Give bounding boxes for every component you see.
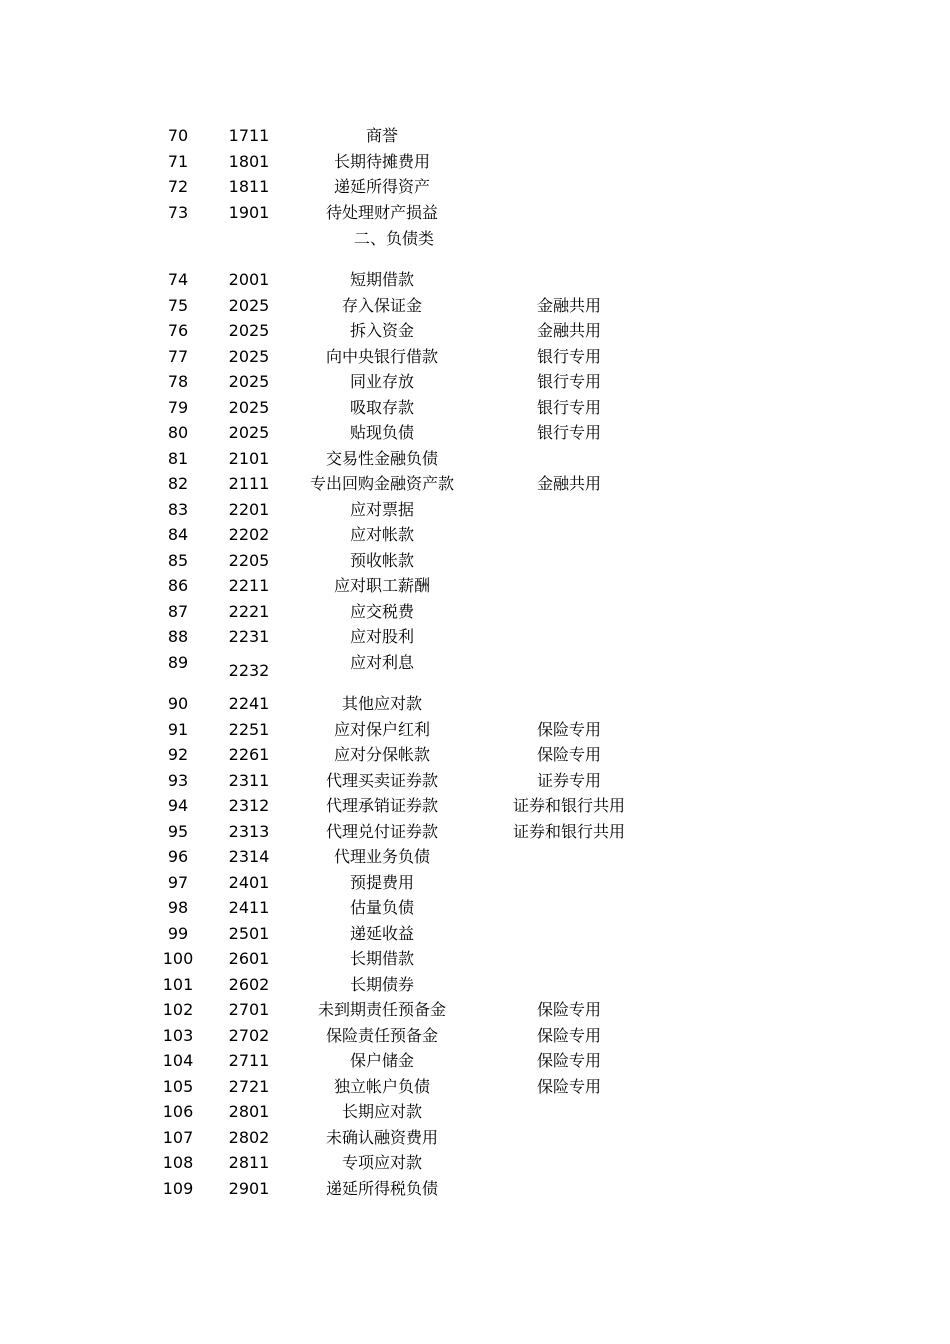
account-note: 银行专用 xyxy=(536,398,601,417)
account-code: 2211 xyxy=(228,576,270,595)
row-number: 86 xyxy=(167,576,189,595)
account-name: 商誉 xyxy=(365,126,398,145)
table-row xyxy=(0,149,950,174)
account-code: 2261 xyxy=(228,745,270,764)
row-number: 73 xyxy=(167,203,189,222)
account-code: 2702 xyxy=(228,1026,270,1045)
account-code: 2201 xyxy=(228,500,270,519)
account-note: 银行专用 xyxy=(536,423,601,442)
account-name: 代理兑付证券款 xyxy=(325,822,438,841)
table-row xyxy=(0,599,950,624)
table-row xyxy=(0,395,950,420)
account-name: 应对帐款 xyxy=(349,525,414,544)
row-number: 93 xyxy=(167,771,189,790)
table-row xyxy=(0,1125,950,1150)
row-number: 87 xyxy=(167,602,189,621)
account-name: 代理买卖证券款 xyxy=(325,771,438,790)
account-note: 保险专用 xyxy=(536,720,601,739)
account-name: 存入保证金 xyxy=(341,296,422,315)
table-row xyxy=(0,1099,950,1124)
row-number: 102 xyxy=(162,1000,194,1019)
account-code: 2711 xyxy=(228,1051,270,1070)
table-row xyxy=(0,1023,950,1048)
table-row xyxy=(0,717,950,742)
row-number: 74 xyxy=(167,270,189,289)
account-name: 应对职工薪酬 xyxy=(333,576,430,595)
row-number: 75 xyxy=(167,296,189,315)
table-row xyxy=(0,972,950,997)
account-code: 2025 xyxy=(228,398,270,417)
account-name: 短期借款 xyxy=(349,270,414,289)
row-number: 78 xyxy=(167,372,189,391)
account-code: 2802 xyxy=(228,1128,270,1147)
account-name: 保险责任预备金 xyxy=(325,1026,438,1045)
account-code: 2501 xyxy=(228,924,270,943)
table-row xyxy=(0,742,950,767)
table-row xyxy=(0,624,950,649)
table-row xyxy=(0,573,950,598)
table-row xyxy=(0,946,950,971)
account-name: 长期债券 xyxy=(349,975,414,994)
account-note: 金融共用 xyxy=(536,474,601,493)
account-code: 2241 xyxy=(228,694,270,713)
row-number: 100 xyxy=(162,949,194,968)
table-row xyxy=(0,200,950,225)
row-number: 79 xyxy=(167,398,189,417)
row-number: 81 xyxy=(167,449,189,468)
row-number: 103 xyxy=(162,1026,194,1045)
account-code: 2111 xyxy=(228,474,270,493)
table-row xyxy=(0,420,950,445)
row-number: 90 xyxy=(167,694,189,713)
account-code: 1801 xyxy=(228,152,270,171)
account-code: 1811 xyxy=(228,177,270,196)
row-number: 107 xyxy=(162,1128,194,1147)
account-code: 2701 xyxy=(228,1000,270,1019)
table-row xyxy=(0,870,950,895)
row-number: 108 xyxy=(162,1153,194,1172)
account-name: 代理业务负债 xyxy=(333,847,430,866)
account-code: 2025 xyxy=(228,296,270,315)
row-number: 72 xyxy=(167,177,189,196)
row-number: 83 xyxy=(167,500,189,519)
account-name: 未确认融资费用 xyxy=(325,1128,438,1147)
row-number: 82 xyxy=(167,474,189,493)
table-row xyxy=(0,522,950,547)
table-row xyxy=(0,548,950,573)
account-name: 未到期责任预备金 xyxy=(317,1000,446,1019)
row-number: 104 xyxy=(162,1051,194,1070)
account-code: 2314 xyxy=(228,847,270,866)
account-note: 保险专用 xyxy=(536,1051,601,1070)
table-row xyxy=(0,446,950,471)
account-note: 证券专用 xyxy=(536,771,601,790)
account-name: 保户储金 xyxy=(349,1051,414,1070)
table-row xyxy=(0,691,950,716)
account-code: 2313 xyxy=(228,822,270,841)
account-code: 2811 xyxy=(228,1153,270,1172)
account-name: 长期应对款 xyxy=(341,1102,422,1121)
row-number: 95 xyxy=(167,822,189,841)
account-name: 拆入资金 xyxy=(349,321,414,340)
row-number: 70 xyxy=(167,126,189,145)
row-number: 94 xyxy=(167,796,189,815)
account-code: 2401 xyxy=(228,873,270,892)
table-row xyxy=(0,267,950,292)
row-number: 106 xyxy=(162,1102,194,1121)
row-number: 105 xyxy=(162,1077,194,1096)
table-row xyxy=(0,497,950,522)
account-name: 贴现负债 xyxy=(349,423,414,442)
table-row xyxy=(0,793,950,818)
table-row xyxy=(0,293,950,318)
account-code: 2025 xyxy=(228,372,270,391)
account-code: 2901 xyxy=(228,1179,270,1198)
table-row xyxy=(0,768,950,793)
account-code: 1901 xyxy=(228,203,270,222)
account-name: 交易性金融负债 xyxy=(325,449,438,468)
row-number: 76 xyxy=(167,321,189,340)
table-row xyxy=(0,174,950,199)
account-note: 银行专用 xyxy=(536,347,601,366)
account-name: 待处理财产损益 xyxy=(325,203,438,222)
account-name: 专出回购金融资产款 xyxy=(309,474,454,493)
account-name: 递延收益 xyxy=(349,924,414,943)
account-note: 证券和银行共用 xyxy=(512,822,625,841)
table-row xyxy=(0,318,950,343)
account-code: 2001 xyxy=(228,270,270,289)
row-number: 96 xyxy=(167,847,189,866)
account-code: 2025 xyxy=(228,347,270,366)
row-number: 92 xyxy=(167,745,189,764)
table-row xyxy=(0,819,950,844)
account-code: 2312 xyxy=(228,796,270,815)
table-row xyxy=(0,1150,950,1175)
account-note: 保险专用 xyxy=(536,745,601,764)
account-note: 保险专用 xyxy=(536,1026,601,1045)
account-name: 长期待摊费用 xyxy=(333,152,430,171)
account-code: 2721 xyxy=(228,1077,270,1096)
account-note: 保险专用 xyxy=(536,1077,601,1096)
row-number: 85 xyxy=(167,551,189,570)
account-note: 银行专用 xyxy=(536,372,601,391)
account-name: 专项应对款 xyxy=(341,1153,422,1172)
account-name: 应对保户红利 xyxy=(333,720,430,739)
table-row xyxy=(0,369,950,394)
table-row xyxy=(0,1176,950,1201)
row-number: 109 xyxy=(162,1179,194,1198)
table-row xyxy=(0,921,950,946)
account-note: 金融共用 xyxy=(536,321,601,340)
account-name: 向中央银行借款 xyxy=(325,347,438,366)
account-name: 其他应对款 xyxy=(341,694,422,713)
account-code: 1711 xyxy=(228,126,270,145)
account-note: 保险专用 xyxy=(536,1000,601,1019)
account-code: 2202 xyxy=(228,525,270,544)
table-row xyxy=(0,123,950,148)
account-name: 吸取存款 xyxy=(349,398,414,417)
table-row xyxy=(0,1074,950,1099)
row-number: 77 xyxy=(167,347,189,366)
row-number: 98 xyxy=(167,898,189,917)
row-number: 91 xyxy=(167,720,189,739)
account-name: 代理承销证券款 xyxy=(325,796,438,815)
row-number: 71 xyxy=(167,152,189,171)
account-code: 2101 xyxy=(228,449,270,468)
account-code: 2221 xyxy=(228,602,270,621)
table-row xyxy=(0,895,950,920)
section-title: 二、负债类 xyxy=(353,229,434,248)
account-name: 长期借款 xyxy=(349,949,414,968)
account-note: 金融共用 xyxy=(536,296,601,315)
account-note: 证券和银行共用 xyxy=(512,796,625,815)
account-code: 2601 xyxy=(228,949,270,968)
account-code: 2025 xyxy=(228,423,270,442)
account-name: 预提费用 xyxy=(349,873,414,892)
account-name: 估量负债 xyxy=(349,898,414,917)
account-name: 同业存放 xyxy=(349,372,414,391)
table-row xyxy=(0,650,950,680)
account-code: 2801 xyxy=(228,1102,270,1121)
row-number: 97 xyxy=(167,873,189,892)
account-name: 应对股利 xyxy=(349,627,414,646)
row-number: 89 xyxy=(167,653,189,672)
row-number: 99 xyxy=(167,924,189,943)
account-name: 递延所得资产 xyxy=(333,177,430,196)
account-name: 独立帐户负债 xyxy=(333,1077,430,1096)
table-row xyxy=(0,471,950,496)
account-code: 2411 xyxy=(228,898,270,917)
account-code: 2025 xyxy=(228,321,270,340)
account-name: 应对分保帐款 xyxy=(333,745,430,764)
account-name: 应对利息 xyxy=(349,653,414,672)
table-row xyxy=(0,344,950,369)
row-number: 101 xyxy=(162,975,194,994)
row-number: 80 xyxy=(167,423,189,442)
account-name: 预收帐款 xyxy=(349,551,414,570)
account-code: 2205 xyxy=(228,551,270,570)
account-code: 2311 xyxy=(228,771,270,790)
table-row xyxy=(0,844,950,869)
account-code: 2231 xyxy=(228,627,270,646)
table-row xyxy=(0,997,950,1022)
account-name: 递延所得税负债 xyxy=(325,1179,438,1198)
table-row xyxy=(0,1048,950,1073)
account-code: 2602 xyxy=(228,975,270,994)
row-number: 84 xyxy=(167,525,189,544)
row-number: 88 xyxy=(167,627,189,646)
account-code: 2232 xyxy=(228,661,270,680)
account-name: 应交税费 xyxy=(349,602,414,621)
account-name: 应对票据 xyxy=(349,500,414,519)
account-code: 2251 xyxy=(228,720,270,739)
